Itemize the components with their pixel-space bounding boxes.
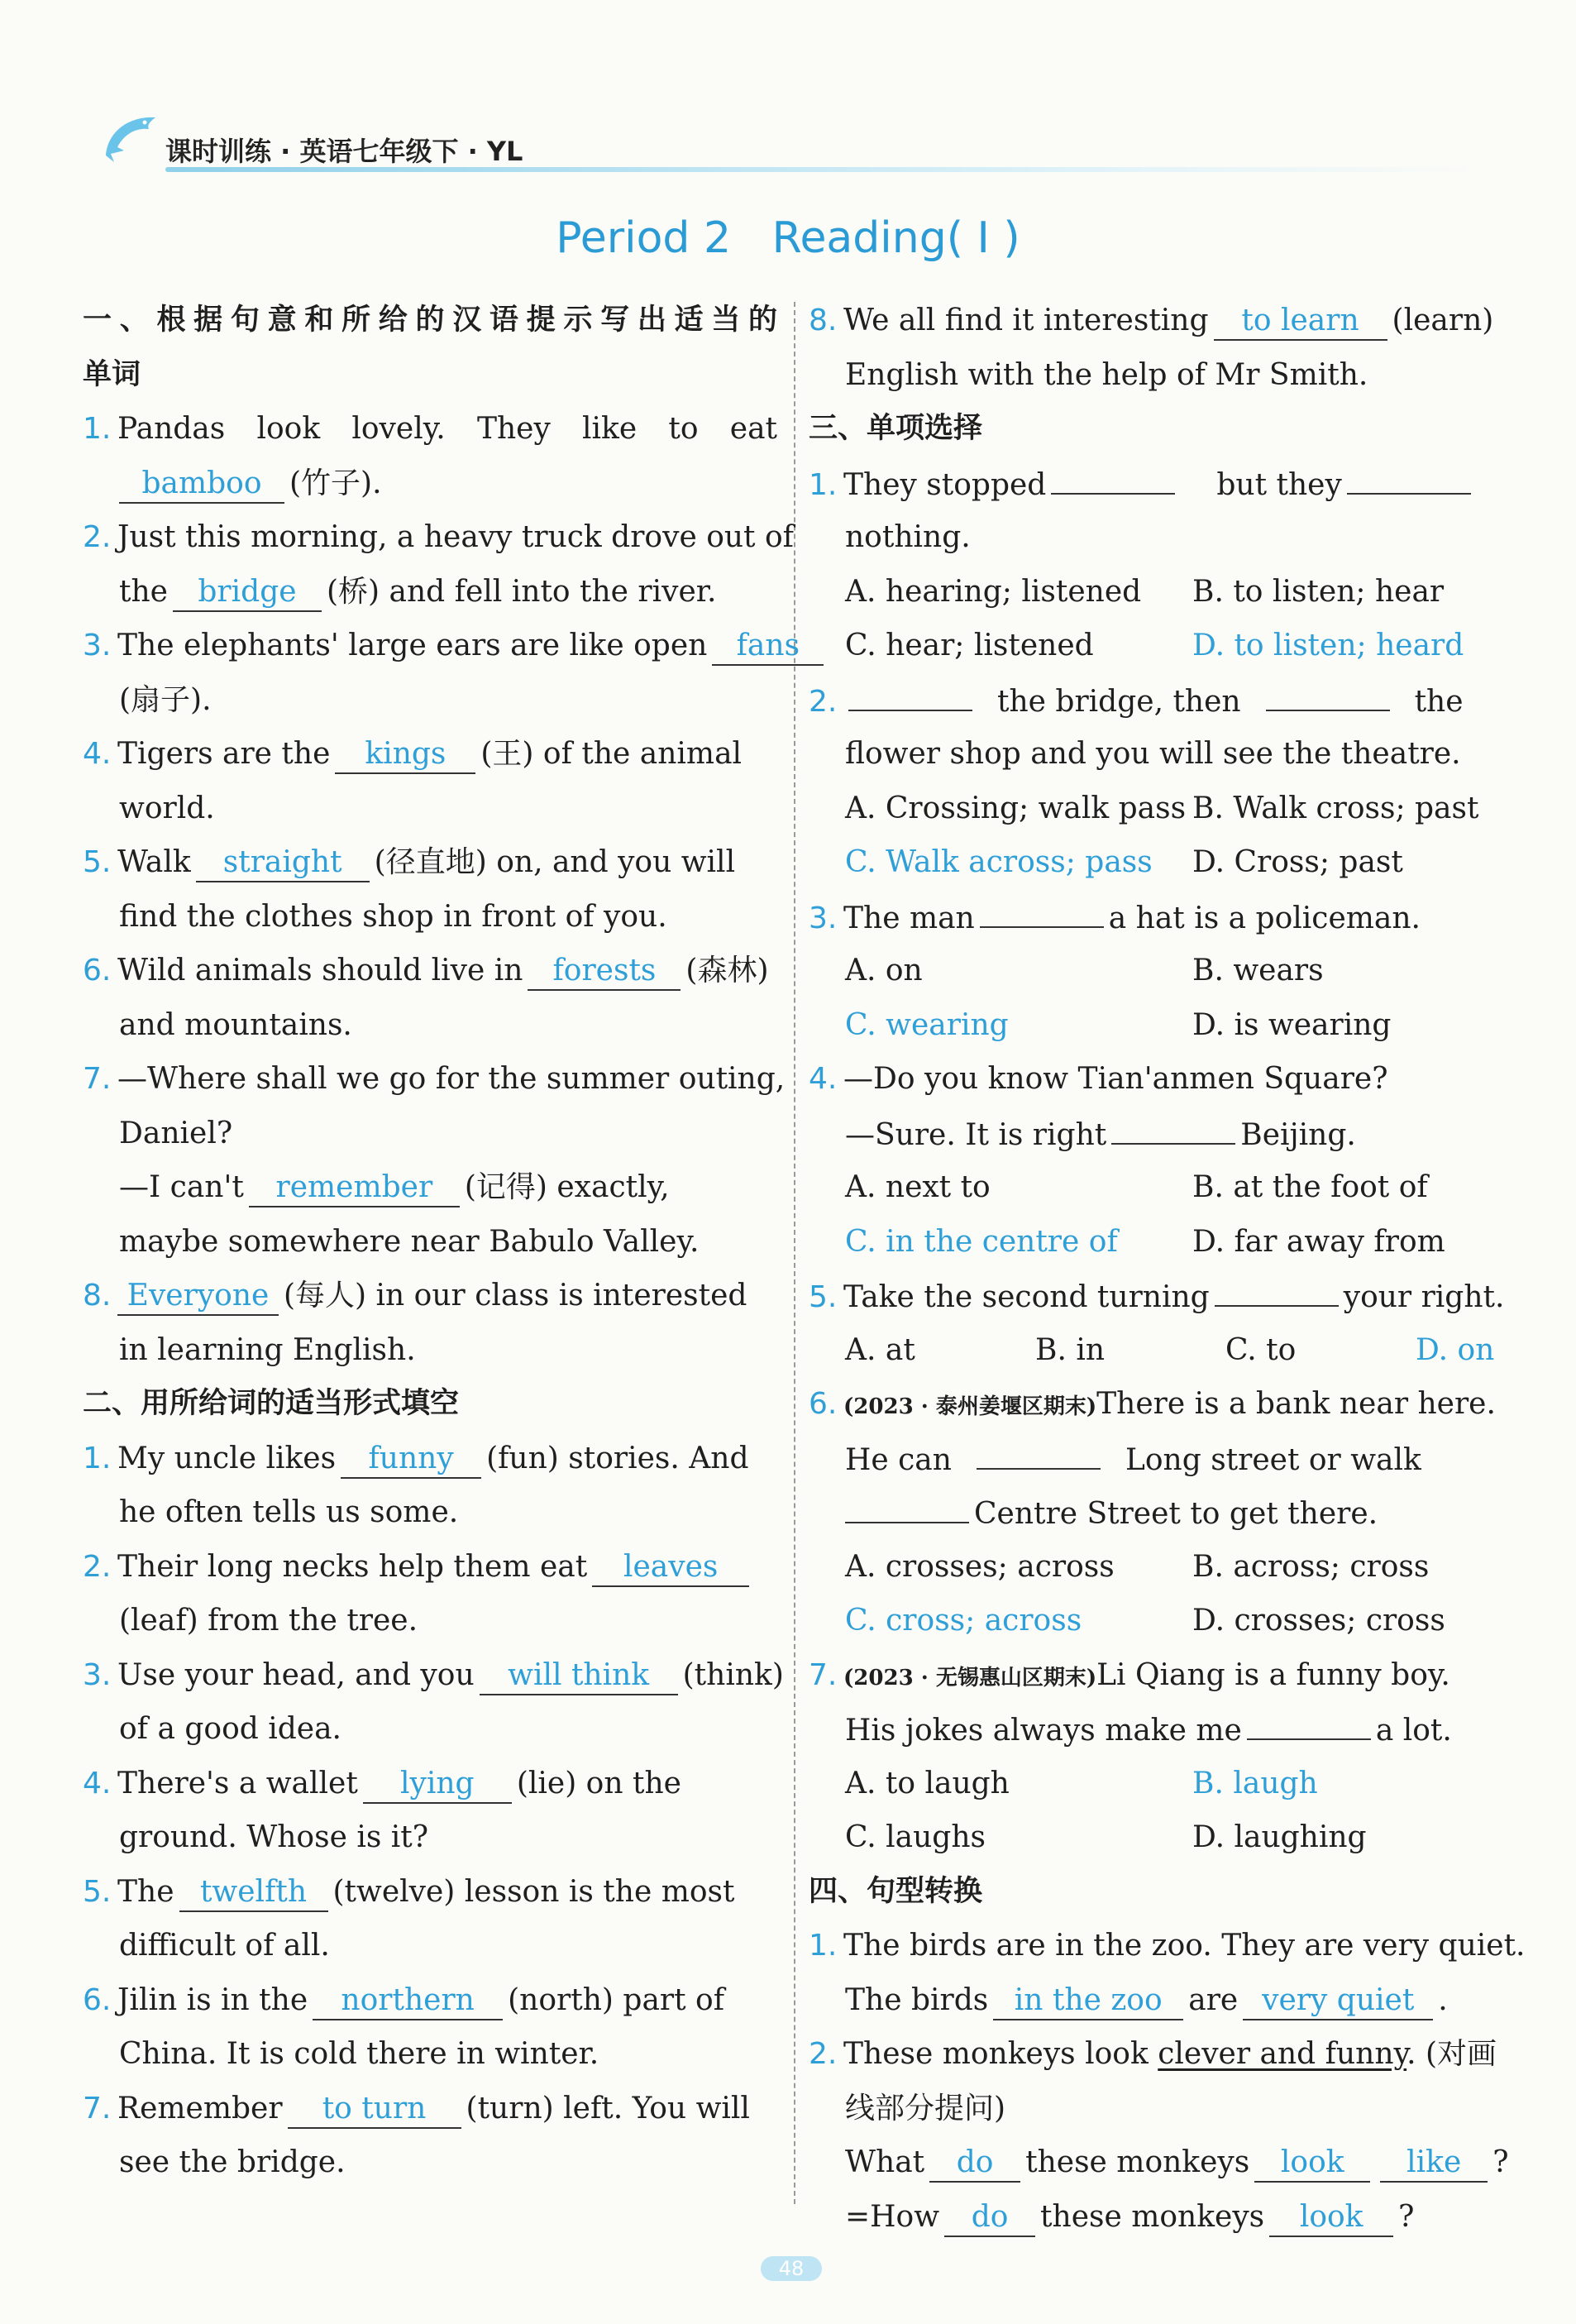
answer-blank[interactable] bbox=[1215, 1269, 1339, 1307]
section-2-title: 二、用所给词的适当形式填空 bbox=[83, 1387, 460, 1420]
option-d[interactable]: D. far away from bbox=[1192, 1224, 1445, 1259]
header-text: 课时训练 · 英语七年级下 · YL bbox=[165, 136, 523, 167]
question: 3. Use your head, and you will think (think) bbox=[83, 1648, 777, 1703]
option-a[interactable]: A. next to bbox=[845, 1170, 991, 1204]
option-a[interactable]: A. on bbox=[845, 954, 923, 987]
answer-blank[interactable]: leaves bbox=[592, 1549, 749, 1587]
question: 5. Take the second turning your right. bbox=[809, 1269, 1507, 1323]
option-b[interactable]: B. to listen; hear bbox=[1192, 574, 1445, 609]
option-c[interactable]: C. to bbox=[1225, 1332, 1297, 1367]
question: 6. Jilin is in the northern (north) part of bbox=[83, 1973, 777, 2028]
options-row bbox=[809, 619, 1507, 673]
question: 8. We all find it interesting to learn (learn) bbox=[809, 294, 1507, 348]
underlined-phrase: clever and funny bbox=[1158, 2037, 1407, 2071]
answer-blank[interactable]: do bbox=[944, 2199, 1035, 2237]
page-title: Period 2 Reading( Ⅰ ) bbox=[556, 213, 1020, 263]
options-row bbox=[809, 998, 1507, 1053]
question: 1. My uncle likes funny (fun) stories. And bbox=[83, 1432, 777, 1486]
option-d[interactable]: D. laughing bbox=[1192, 1820, 1367, 1854]
options-row bbox=[809, 1810, 1507, 1865]
question-cont: of a good idea. bbox=[119, 1712, 341, 1746]
option-c-correct[interactable]: C. Walk across; pass bbox=[845, 845, 1153, 879]
question: 1. Pandas look lovely. They like to eat bbox=[83, 412, 777, 446]
page-header bbox=[99, 108, 1472, 174]
question: 7. (2023 · 无锡惠山区期末)Li Qiang is a funny boy. bbox=[809, 1657, 1450, 1692]
question-cont: world. bbox=[119, 791, 215, 825]
question-cont: flower shop and you will see the theatre. bbox=[845, 737, 1461, 771]
options-row bbox=[809, 944, 1507, 998]
question: 7. —Where shall we go for the summer outing, bbox=[83, 1062, 786, 1096]
header-rule bbox=[165, 167, 1472, 172]
option-d[interactable]: D. is wearing bbox=[1192, 1007, 1392, 1042]
answer-blank[interactable]: northern bbox=[313, 1982, 503, 2020]
option-b-correct[interactable]: B. laugh bbox=[1192, 1766, 1318, 1800]
question: 2. the bridge, then the bbox=[809, 673, 1507, 728]
option-a[interactable]: A. to laugh bbox=[845, 1766, 1010, 1800]
answer-blank[interactable] bbox=[977, 1432, 1101, 1470]
question-cont: He can Long street or walk bbox=[809, 1432, 1507, 1486]
answer-blank[interactable]: to learn bbox=[1214, 303, 1387, 341]
question: 3. The elephants' large ears are like open fans bbox=[83, 619, 777, 673]
option-d-correct[interactable]: D. to listen; heard bbox=[1192, 629, 1464, 662]
question-cont: 线部分提问) bbox=[845, 2091, 1006, 2126]
answer-blank[interactable]: Everyone bbox=[117, 1278, 279, 1316]
answer-blank[interactable]: twelfth bbox=[179, 1874, 328, 1912]
options-row bbox=[809, 1594, 1507, 1648]
question-cont: and mountains. bbox=[119, 1007, 352, 1042]
question: 4. Tigers are the kings (王) of the animal bbox=[83, 727, 777, 782]
question: 1. The birds are in the zoo. They are very quiet. bbox=[809, 1929, 1526, 1963]
option-d[interactable]: D. Cross; past bbox=[1192, 845, 1403, 879]
answer-blank[interactable] bbox=[1111, 1107, 1235, 1145]
options-row bbox=[809, 1540, 1507, 1595]
option-a[interactable]: A. crosses; across bbox=[845, 1549, 1115, 1584]
option-d[interactable]: D. crosses; cross bbox=[1192, 1604, 1445, 1638]
question-cont: China. It is cold there in winter. bbox=[119, 2037, 599, 2071]
options-row bbox=[809, 1757, 1507, 1811]
question: 3. The man a hat is a policeman. bbox=[809, 890, 1507, 944]
answer-blank[interactable]: remember bbox=[249, 1169, 460, 1207]
options-row bbox=[809, 1215, 1507, 1270]
question-cont: (扇子). bbox=[119, 682, 212, 717]
answer-blank[interactable] bbox=[1347, 457, 1471, 495]
option-c[interactable]: C. hear; listened bbox=[845, 629, 1094, 662]
answer-blank[interactable]: very quiet bbox=[1243, 1982, 1433, 2020]
option-a[interactable]: A. at bbox=[845, 1332, 915, 1367]
question: 6. (2023 · 泰州姜堰区期末)There is a bank near here. bbox=[809, 1387, 1496, 1421]
options-row bbox=[809, 1323, 1507, 1378]
answer-blank[interactable] bbox=[1247, 1702, 1371, 1740]
question-cont: —Sure. It is right Beijing. bbox=[809, 1107, 1507, 1161]
option-c-correct[interactable]: C. in the centre of bbox=[845, 1224, 1118, 1259]
option-c[interactable]: C. laughs bbox=[845, 1820, 986, 1854]
question: 7. Remember to turn (turn) left. You will bbox=[83, 2082, 777, 2136]
question: 4. There's a wallet lying (lie) on the bbox=[83, 1757, 777, 1811]
options-row bbox=[809, 565, 1507, 619]
answer-blank[interactable] bbox=[1266, 673, 1390, 711]
answer-blank[interactable] bbox=[980, 890, 1104, 928]
source-tag: (2023 · 泰州姜堰区期末) bbox=[843, 1394, 1097, 1419]
question: 1. They stopped but they bbox=[809, 457, 1507, 511]
question-cont: the bridge (桥) and fell into the river. bbox=[83, 565, 777, 619]
option-c-correct[interactable]: C. wearing bbox=[845, 1007, 1009, 1042]
option-b[interactable]: B. across; cross bbox=[1192, 1549, 1430, 1584]
question-cont: bamboo (竹子). bbox=[83, 457, 777, 511]
option-b[interactable]: B. Walk cross; past bbox=[1192, 791, 1479, 825]
answer-blank[interactable]: fans bbox=[712, 628, 824, 666]
answer-blank[interactable] bbox=[845, 1485, 969, 1523]
option-d-correct[interactable]: D. on bbox=[1416, 1332, 1495, 1367]
answer-blank[interactable]: funny bbox=[341, 1441, 481, 1479]
question-cont: in learning English. bbox=[119, 1332, 416, 1367]
section-3-title: 三、单项选择 bbox=[809, 412, 983, 445]
answer-blank[interactable]: lying bbox=[363, 1766, 512, 1804]
options-row bbox=[809, 835, 1507, 890]
question: 2. Their long necks help them eat leaves bbox=[83, 1540, 777, 1595]
answer-blank[interactable]: do bbox=[929, 2145, 1020, 2183]
options-row bbox=[809, 782, 1507, 836]
options-row bbox=[809, 1160, 1507, 1215]
answer-blank[interactable]: like bbox=[1380, 2145, 1488, 2183]
option-b[interactable]: B. at the foot of bbox=[1192, 1170, 1428, 1204]
left-column bbox=[83, 294, 800, 2190]
answer-blank[interactable]: straight bbox=[196, 844, 370, 882]
answer-blank[interactable]: to turn bbox=[288, 2091, 461, 2129]
option-c-correct[interactable]: C. cross; across bbox=[845, 1604, 1082, 1638]
answer-blank[interactable]: bamboo bbox=[119, 466, 284, 504]
question-cont: see the bridge. bbox=[119, 2145, 346, 2179]
question-cont: Daniel? bbox=[119, 1116, 233, 1150]
question-cont: difficult of all. bbox=[119, 1929, 330, 1963]
question: 2. Just this morning, a heavy truck drove out of bbox=[83, 520, 794, 554]
question: 5. The twelfth (twelve) lesson is the most bbox=[83, 1865, 777, 1920]
question-cont: =How do these monkeys look ? bbox=[809, 2190, 1507, 2245]
question-cont: maybe somewhere near Babulo Valley. bbox=[119, 1224, 700, 1259]
question: 4. —Do you know Tian'anmen Square? bbox=[809, 1062, 1388, 1096]
question-cont: English with the help of Mr Smith. bbox=[845, 357, 1368, 392]
question-cont: Centre Street to get there. bbox=[809, 1485, 1507, 1540]
answer-blank[interactable]: will think bbox=[480, 1657, 678, 1695]
answer-blank[interactable]: in the zoo bbox=[993, 1982, 1183, 2020]
answer-blank[interactable]: look bbox=[1269, 2199, 1393, 2237]
question-cont: nothing. bbox=[845, 520, 971, 554]
question-cont: —I can't remember (记得) exactly, bbox=[83, 1160, 777, 1215]
answer-blank[interactable]: kings bbox=[335, 736, 475, 774]
option-b[interactable]: B. in bbox=[1035, 1332, 1106, 1367]
option-a[interactable]: A. hearing; listened bbox=[845, 574, 1142, 609]
answer-blank[interactable] bbox=[1051, 457, 1175, 495]
answer-blank[interactable]: bridge bbox=[173, 574, 322, 612]
option-b[interactable]: B. wears bbox=[1192, 954, 1324, 987]
question-cont: (leaf) from the tree. bbox=[119, 1604, 418, 1638]
question-cont: The birds in the zoo are very quiet . bbox=[809, 1973, 1507, 2028]
section-1-title: 一、根据句意和所给的汉语提示写出适当的 bbox=[83, 304, 777, 337]
question-cont: What do these monkeys look like ? bbox=[809, 2135, 1507, 2190]
question-cont: find the clothes shop in front of you. bbox=[119, 899, 667, 934]
section-4-title: 四、句型转换 bbox=[809, 1874, 983, 1908]
answer-blank[interactable]: forests bbox=[528, 953, 681, 991]
question: 6. Wild animals should live in forests (森林) bbox=[83, 944, 777, 998]
option-a[interactable]: A. Crossing; walk pass bbox=[845, 791, 1187, 825]
question: 8. Everyone (每人) in our class is interested bbox=[83, 1269, 777, 1323]
answer-blank[interactable] bbox=[848, 673, 972, 711]
right-column bbox=[809, 294, 1526, 2244]
question: 2. These monkeys look clever and funny. (对画 bbox=[809, 2037, 1497, 2071]
question-cont: he often tells us some. bbox=[119, 1495, 459, 1529]
section-1-title-cont: 单词 bbox=[83, 357, 141, 391]
dolphin-icon bbox=[99, 108, 165, 165]
question: 5. Walk straight (径直地) on, and you will bbox=[83, 835, 777, 890]
question-cont: His jokes always make me a lot. bbox=[809, 1702, 1507, 1757]
source-tag: (2023 · 无锡惠山区期末) bbox=[843, 1665, 1097, 1690]
page-number: 48 bbox=[761, 2256, 822, 2281]
answer-blank[interactable]: look bbox=[1254, 2145, 1370, 2183]
question-cont: ground. Whose is it? bbox=[119, 1820, 429, 1854]
column-divider bbox=[794, 302, 795, 2204]
